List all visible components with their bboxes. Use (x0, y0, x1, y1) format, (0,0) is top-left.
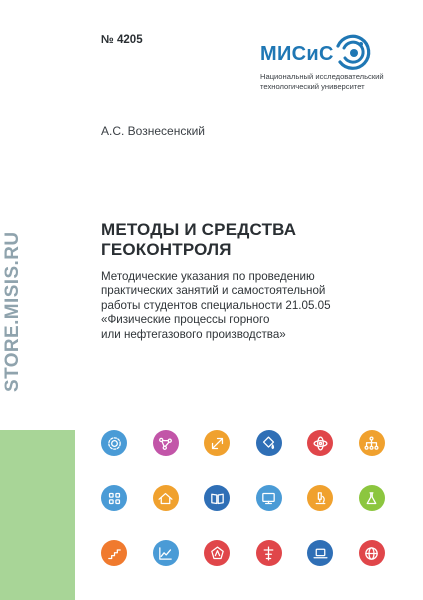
gear-icon (101, 430, 127, 456)
publisher-logo (258, 30, 408, 100)
chart-icon (153, 540, 179, 566)
description-line: «Физические процессы горного (101, 313, 270, 327)
arrows-icon (204, 430, 230, 456)
misis-emblem-icon (330, 30, 374, 74)
atom-icon (307, 430, 333, 456)
molecule-icon (153, 430, 179, 456)
publisher-subtitle-line: технологический университет (260, 82, 365, 91)
book-title-line: ГЕОКОНТРОЛЯ (101, 240, 232, 259)
book-title (101, 220, 401, 260)
monitor-icon (256, 485, 282, 511)
description-line: практических занятий и самостоятельной (101, 284, 326, 298)
book-icon (204, 485, 230, 511)
side-color-band (0, 430, 75, 600)
book-description (101, 270, 411, 342)
house-icon (153, 485, 179, 511)
microscope-icon (307, 485, 333, 511)
publisher-name: МИСиС (260, 43, 334, 65)
subject-icon-grid (101, 430, 401, 580)
globe-icon (359, 540, 385, 566)
grid-icon (101, 485, 127, 511)
paint-bucket-icon (256, 430, 282, 456)
author-name: А.С. Вознесенский (101, 124, 205, 138)
description-line: работы студентов специальности 21.05.05 (101, 298, 331, 312)
stairs-icon (101, 540, 127, 566)
publisher-subtitle (260, 72, 410, 92)
flask-icon (359, 485, 385, 511)
store-url-vertical (2, 322, 22, 392)
store-url-text (2, 322, 24, 392)
publisher-subtitle-line: Национальный исследовательский (260, 72, 384, 81)
pentagon-icon (204, 540, 230, 566)
description-line: или нефтегазового производства» (101, 327, 286, 341)
laptop-icon (307, 540, 333, 566)
tools-icon (256, 540, 282, 566)
hierarchy-icon (359, 430, 385, 456)
issue-number: № 4205 (101, 34, 143, 46)
description-line: Методические указания по проведению (101, 270, 315, 283)
book-title-line: МЕТОДЫ И СРЕДСТВА (101, 220, 297, 239)
